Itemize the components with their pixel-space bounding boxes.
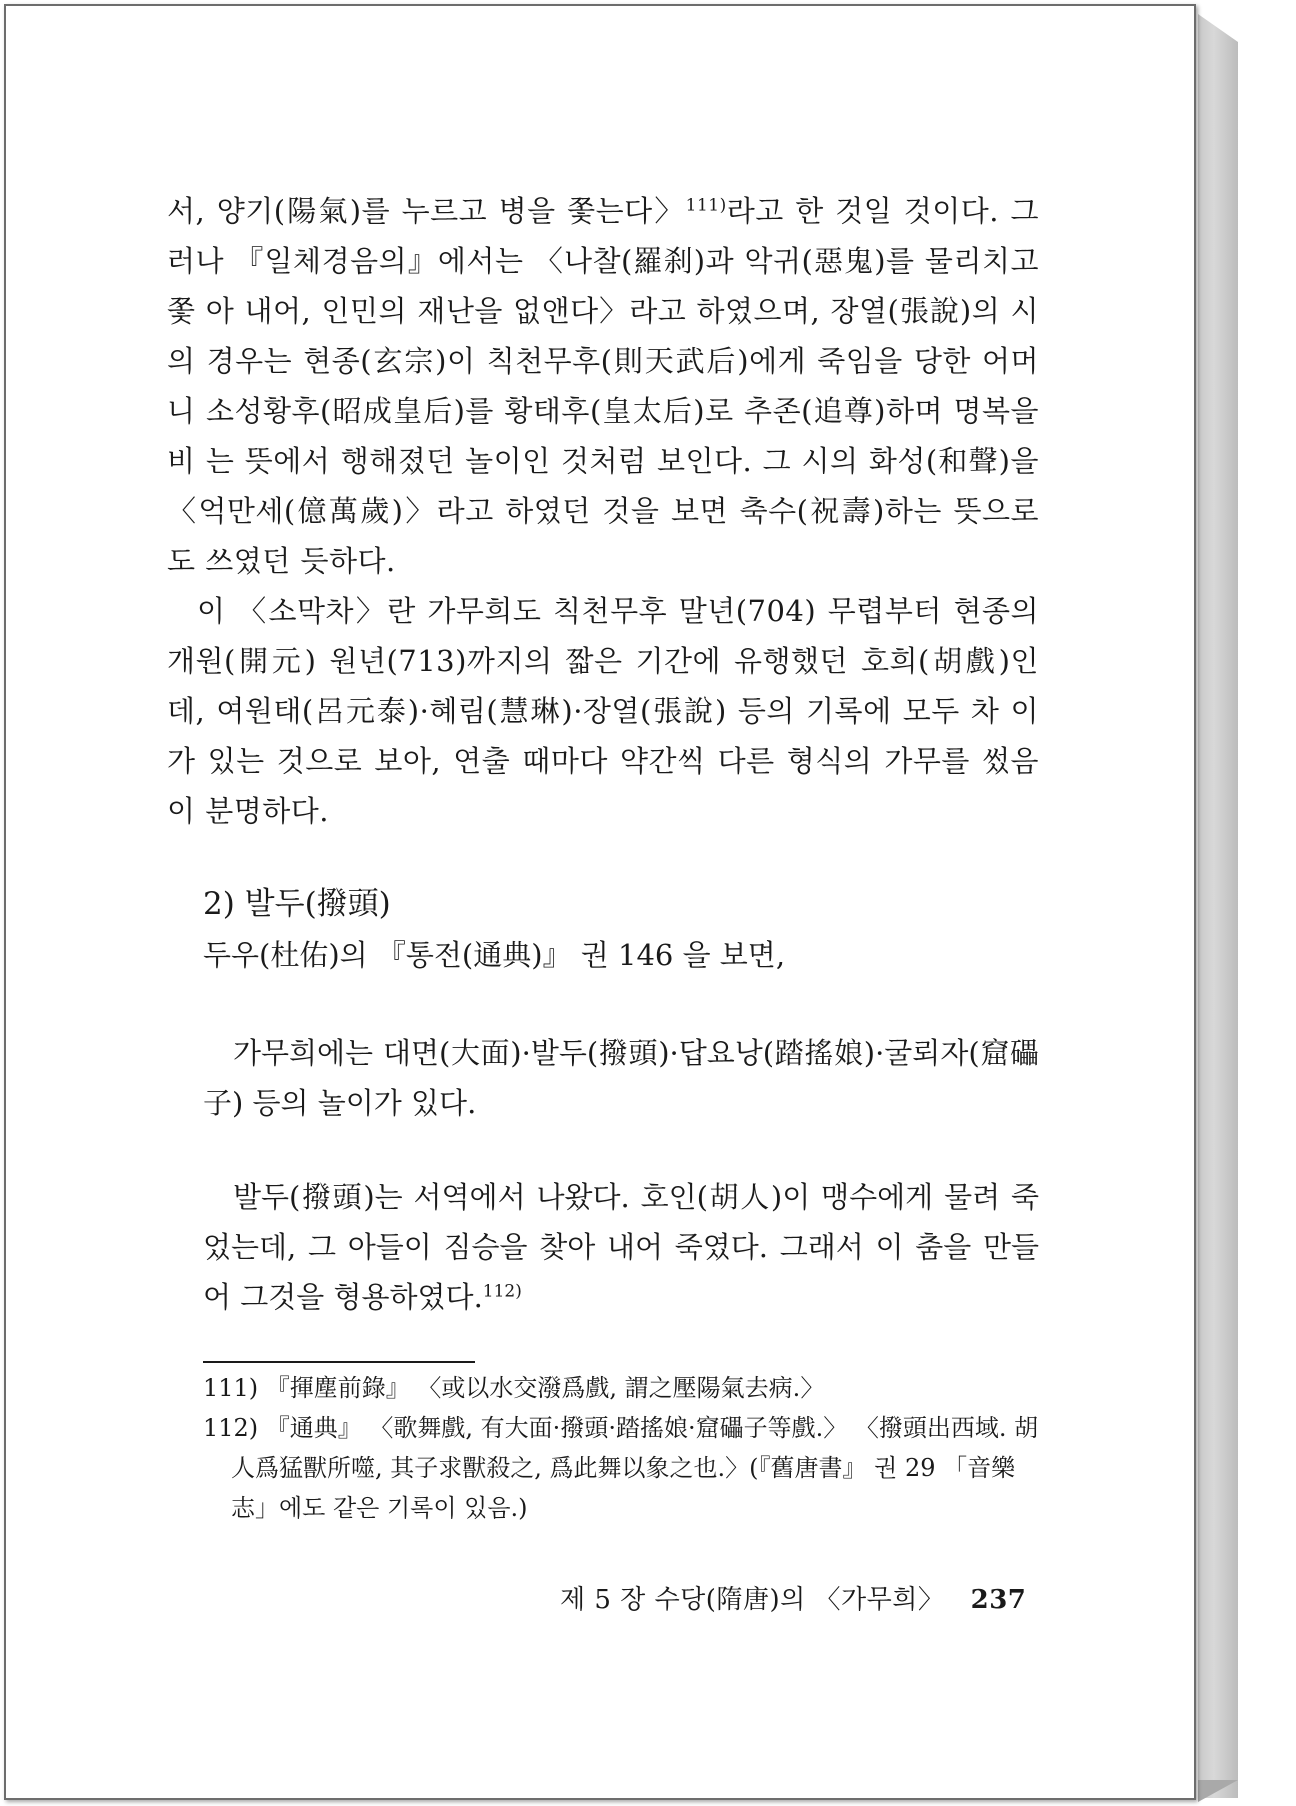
- text-line: 경우는 현종(玄宗)이 칙천무후(則天武后)에게 죽임을 당한 어머니: [167, 344, 1039, 428]
- footnote-111: 111) 『揮塵前錄』 〈或以水交潑爲戲, 謂之壓陽氣去病.〉: [203, 1374, 825, 1402]
- text-line: 이가 있는 것으로 보아, 연출 때마다 약간씩 다른 형식의 가무를: [167, 694, 1040, 778]
- text-line: 라고 한 것일 것이다. 그: [726, 194, 1039, 228]
- text-line: 이 〈소막차〉란 가무희도 칙천무후 말년(704) 무렵부터 현종의: [197, 594, 1039, 628]
- text-line: 데, 여원태(呂元泰)·혜림(慧琳)·장열(張說) 등의 기록에 모두 차: [167, 694, 1000, 728]
- text-line: 소성황후(昭成皇后)를 황태후(皇太后)로 추존(追尊)하며 명복을 비: [167, 394, 1039, 478]
- paragraph-2: [167, 586, 1039, 836]
- text-line: 서, 양기(陽氣)를 누르고 병을 쫓는다〉: [167, 194, 686, 228]
- page-number: 237: [970, 1585, 1027, 1615]
- quote-1: 가무희에는 대면(大面)·발두(撥頭)·답요낭(踏搖娘)·굴뢰자(窟礧子) 등의 놀이가 있다.: [203, 1036, 1039, 1120]
- text-line: 아 내어, 인민의 재난을 없앤다〉라고 하였으며, 장열(張說)의 시의: [167, 294, 1039, 378]
- running-footer: [560, 1582, 1026, 1618]
- footnote-112: 112) 『通典』 〈歌舞戲, 有大面·撥頭·踏搖娘·窟礧子等戲.〉 〈撥頭出西域. 胡人爲猛獸所噬, 其子求獸殺之, 爲此舞以象之也.〉(『舊唐書』 권 29 「音樂志」에도 같은 기록이 있음.): [203, 1414, 1039, 1522]
- text-line: 썼음이 분명하다.: [167, 744, 1039, 828]
- footnote-ref: 112): [482, 1281, 522, 1302]
- body-text: [167, 186, 1039, 836]
- text-line: 는 뜻에서 행해졌던 놀이인 것처럼 보인다. 그 시의 화성(和聲)을: [205, 444, 1039, 478]
- quote-text: 발두(撥頭)는 서역에서 나왔다. 호인(胡人)이 맹수에게 물려 죽었는데, 그 아들이 짐승을 찾아 내어 죽였다. 그래서 이 춤을 만들어 그것을 형용하였다.: [203, 1180, 1039, 1314]
- footnotes: [203, 1368, 1043, 1528]
- chapter-title: 제 5 장 수당(隋唐)의 〈가무희〉: [560, 1585, 945, 1615]
- footnote-divider: [203, 1361, 475, 1363]
- text-line: 쓰였던 듯하다.: [205, 544, 396, 578]
- quote-2: [203, 1172, 1039, 1322]
- footnote-ref: 111): [685, 195, 727, 216]
- text-line: 〈억만세(億萬歲)〉라고 하였던 것을 보면 축수(祝壽)하는 뜻으로도: [167, 494, 1039, 578]
- section-intro: 두우(杜佑)의 『통전(通典)』 권 146 을 보면,: [203, 938, 786, 972]
- section-title: 2) 발두(撥頭): [203, 886, 391, 922]
- text-line: 개원(開元) 원년(713)까지의 짧은 기간에 유행했던 호희(胡戲)인: [167, 644, 1039, 678]
- paragraph-1: [167, 186, 1039, 586]
- page-edge-right: [1198, 14, 1238, 1798]
- text-line: 러나 『일체경음의』에서는 〈나찰(羅刹)과 악귀(惡鬼)를 물리치고 쫓: [167, 244, 1039, 328]
